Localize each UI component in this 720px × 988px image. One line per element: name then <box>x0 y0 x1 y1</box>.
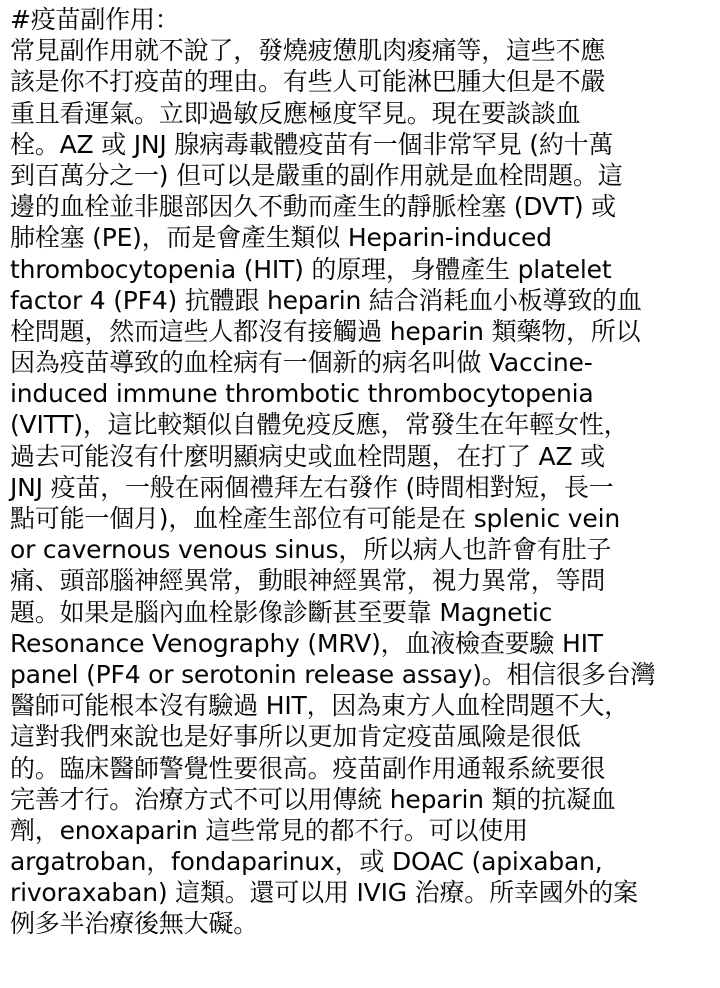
post-line: factor 4 (PF4) 抗體跟 heparin 結合消耗血小板導致的血 <box>10 285 642 315</box>
post-line: 該是你不打疫苗的理由。有些人可能淋巴腫大但是不嚴 <box>10 67 606 97</box>
post-line: 邊的血栓並非腿部因久不動而產生的靜脈栓塞 (DVT) 或 <box>10 192 616 222</box>
post-line: 題。如果是腦內血栓影像診斷甚至要靠 Magnetic <box>10 597 553 627</box>
post-line: 這對我們來說也是好事所以更加肯定疫苗風險是很低 <box>10 722 581 752</box>
post-line: or cavernous venous sinus，所以病人也許會有肚子 <box>10 535 612 565</box>
post-line: thrombocytopenia (HIT) 的原理，身體產生 platelet <box>10 254 612 284</box>
post-line: rivoraxaban) 這類。還可以用 IVIG 治療。所幸國外的案 <box>10 878 638 908</box>
post-line: (VITT)，這比較類似自體免疫反應，常發生在年輕女性， <box>10 410 629 440</box>
post-line: 的。臨床醫師警覺性要很高。疫苗副作用通報系統要很 <box>10 753 606 783</box>
post-line: 常見副作用就不說了，發燒疲憊肌肉痠痛等，這些不應 <box>10 36 606 66</box>
post-line: 栓。AZ 或 JNJ 腺病毒載體疫苗有一個非常罕見 (約十萬 <box>10 129 614 159</box>
post-line: Resonance Venography (MRV)，血液檢查要驗 HIT <box>10 628 603 658</box>
post-heading: #疫苗副作用： <box>10 5 180 34</box>
post-line: argatroban，fondaparinux，或 DOAC (apixaban, <box>10 847 603 877</box>
post-line: induced immune thrombotic thrombocytopenia <box>10 379 594 409</box>
post-line: JNJ 疫苗，一般在兩個禮拜左右發作 (時間相對短，長一 <box>10 472 614 502</box>
post-line: 劑，enoxaparin 這些常見的都不行。可以使用 <box>10 815 528 845</box>
post-line: 因為疫苗導致的血栓病有一個新的病名叫做 Vaccine- <box>10 348 593 378</box>
post-line: 重且看運氣。立即過敏反應極度罕見。現在要談談血 <box>10 98 581 128</box>
post-line: 完善才行。治療方式不可以用傳統 heparin 類的抗凝血 <box>10 784 616 814</box>
post-line: 過去可能沒有什麼明顯病史或血栓問題，在打了 AZ 或 <box>10 441 605 471</box>
post-line: panel (PF4 or serotonin release assay)。相信很多台灣 <box>10 659 656 689</box>
post-line: 例多半治療後無大礙。 <box>10 909 259 939</box>
post-line: 肺栓塞 (PE)，而是會產生類似 Heparin-induced <box>10 223 552 253</box>
post-line: 痛、頭部腦神經異常，動眼神經異常，視力異常，等問 <box>10 566 606 596</box>
post-line: 到百萬分之一) 但可以是嚴重的副作用就是血栓問題。這 <box>10 160 623 190</box>
post-line: 栓問題，然而這些人都沒有接觸過 heparin 類藥物，所以 <box>10 316 641 346</box>
post-line: 醫師可能根本沒有驗過 HIT，因為東方人血栓問題不大， <box>10 691 629 721</box>
post-line: 點可能一個月)，血栓產生部位有可能是在 splenic vein <box>10 504 620 533</box>
